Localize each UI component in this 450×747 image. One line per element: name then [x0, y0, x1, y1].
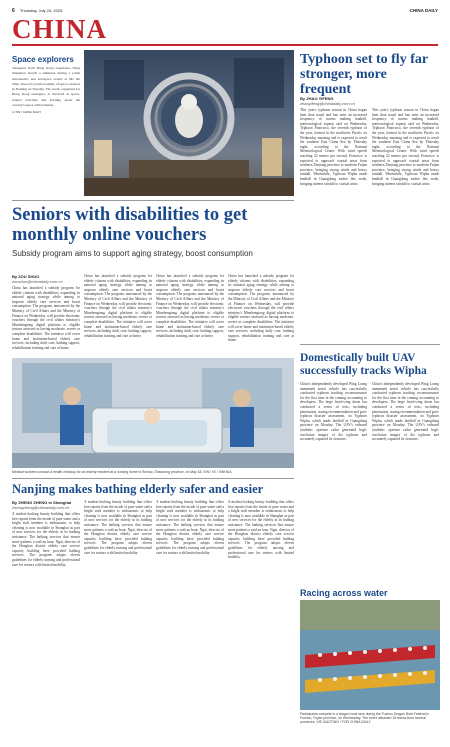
space-photo-illustration [84, 50, 294, 196]
nursing-byline-email: zhengzheng@chinadaily.com.cn [12, 505, 70, 510]
seniors-byline-email: zoushuo@chinadaily.com.cn [12, 279, 63, 284]
seniors-body-text-1: China has launched a subsidy program for elderly citizens with disabilities, expanding its national aging strategy while aiming to improve elderly care services and boost consumption. The program, announced by the Ministry of Civil Affairs and the Ministry of Finance on Wednesday, will provide electronic vouchers through the civil affairs ministry's Minzhengtong digital platform to eligible seniors assessed as having moderate, severe or complete disabilities. The initiative will cover home and institution-based elderly care services, including daily care, bathing support, rehabilitation training and care at home. [12, 286, 80, 350]
uav-body-col2 [372, 382, 439, 582]
uav-body-col1 [300, 382, 367, 582]
section-name: CHINA [12, 14, 108, 44]
page-number: 6 [12, 8, 15, 14]
typhoon-byline [300, 96, 440, 106]
seniors-byline [12, 274, 80, 284]
racing-photo-illustration [300, 600, 440, 710]
nursing-body-col3 [156, 500, 224, 740]
nursing-headline: Nanjing makes bathing elderly safer and easier [12, 482, 264, 496]
racing-title: Racing across water [300, 588, 388, 598]
space-explorers-caption-text: Teenagers from Hong Kong experience Wuqi Shenzhou launch a simulator during a youth astronautics and aerospace events at Ma On Shan, Xuecai's youth academy of space sciences in Nanjing on Tuesday. The event, organized for Hong Kong teenagers, is involved as space-related activities and learning about the country's space achievements. [12, 66, 80, 108]
seniors-body-text-3: China has launched a subsidy program for elderly citizens with disabilities, expanding its national aging strategy while aiming to improve elderly care services and boost consumption. The program, announced by the Ministry of Civil Affairs and the Ministry of Finance on Wednesday, will provide electronic vouchers through the civil affairs ministry's Minzhengtong digital platform to eligible seniors assessed as having moderate, severe or complete disabilities. The initiative will cover home and institution-based elderly care services, including daily care, bathing support, rehabilitation training and care at home. [156, 274, 224, 338]
seniors-headline: Seniors with disabilities to get monthly online vouchers [12, 205, 248, 245]
bathing-photo-caption: Medical workers conduct a health checkup for an elderly resident at a nursing home in Rizhao, Shandong province, on May 18. SHU YE / XINHUA [12, 470, 232, 474]
nursing-body-col1 [12, 512, 80, 740]
nursing-body-text-2: A modest-looking beauty building that offers free repairs from the inside of pure water and a bright staff member is enthusiastic to help cleaning is now available in Shanghai as part of new services for the elderly in its bathing assistance. The bathing services that ensure more patients a said an hour. Ngai, director of the Hongkou district elderly care service capacity building have provided bathing services. The program adopts eleven guidelines for elderly nursing and professional care for seniors with limited mobility. [84, 500, 152, 555]
seniors-subhead: Subsidy program aims to support aging strategy, boost consumption [12, 249, 253, 258]
typhoon-body-text-col2: This year's typhoon season in China began later than usual and has seen an increased frequency of storms making landfall, meteorological experts said on Wednesday. Typhoon Francisco, the seventh typhoon of the year, formed in the northwest Pacific on Wednesday morning and is expected to reach the southern East China Sea by Thursday night, according to the National Meteorological Center. With wind speeds reaching 23 meters per second, Francisco is expected to approach coastal areas from southern Zhejiang province to northern Fujian province, bringing strong winds and heavy rainfall. Meanwhile, Typhoon Wipha made landfall in Guangdong earlier this week, bringing intense rainfall to coastal areas. [372, 108, 439, 186]
seniors-body-col1 [12, 286, 80, 356]
space-explorers-caption [12, 66, 80, 182]
nursing-body-text-4: A modest-looking beauty building that offers free repairs from the inside of pure water and a bright staff member is enthusiastic to help cleaning is now available in Shanghai as part of new services for the elderly in its bathing assistance. The bathing services that ensure more patients a said an hour. Ngai, director of the Hongkou district elderly care service capacity building have provided bathing services. The program adopts eleven guidelines for elderly nursing and professional care for seniors with limited mobility. [228, 500, 294, 560]
seniors-top-rule [12, 200, 294, 201]
nursing-byline-name: By ZHENG ZHENG in Shanghai [12, 500, 72, 505]
nursing-byline [12, 500, 80, 510]
seniors-body-text-4: China has launched a subsidy program for elderly citizens with disabilities, expanding its national aging strategy while aiming to improve elderly care services and boost consumption. The program, announced by the Ministry of Civil Affairs and the Ministry of Finance on Wednesday, will provide electronic vouchers through the civil affairs ministry's Minzhengtong digital platform to eligible seniors assessed as having moderate, severe or complete disabilities. The initiative will cover home and institution-based elderly care services, including daily care, bathing support, rehabilitation training and care at home. [228, 274, 294, 343]
uav-body-text-2: China's independently developed Wing Loong unmanned aerial vehicle has successfully conducted typhoon tracking reconnaissance for the first time in the coming accounting to developers. The large fixed-wing drone has conducted a series of tests, including penetration, stating recommendation and post-typhoon disaster assessment, on Typhoon Wipha, which made landfall in Guangdong province on Monday. The UAV's onboard synthetic aperture radar generated high-resolution images of the typhoon and accurately captured its structure. [372, 382, 439, 442]
racing-photo [300, 600, 440, 710]
space-explorers-credit: LI XIN / CHINA DAILY [12, 110, 42, 115]
seniors-body-text-2: China has launched a subsidy program for elderly citizens with disabilities, expanding its national aging strategy while aiming to improve elderly care services and boost consumption. The program, announced by the Ministry of Civil Affairs and the Ministry of Finance on Wednesday, will provide electronic vouchers through the civil affairs ministry's Minzhengtong digital platform to eligible seniors assessed as having moderate, severe or complete disabilities. The initiative will cover home and institution-based elderly care services, including daily care, bathing support, rehabilitation training and care at home. [84, 274, 152, 338]
nursing-body-text-3: A modest-looking beauty building that offers free repairs from the inside of pure water and a bright staff member is enthusiastic to help cleaning is now available in Shanghai as part of new services for the elderly in its bathing assistance. The bathing services that ensure more patients a said an hour. Ngai, director of the Hongkou district elderly care service capacity building have provided bathing services. The program adopts eleven guidelines for elderly nursing and professional care for seniors with limited mobility. [156, 500, 224, 555]
bathing-photo-illustration [12, 358, 294, 468]
typhoon-body [300, 108, 367, 338]
space-explorers-title: Space explorers [12, 55, 74, 64]
racing-caption: Participants compete in a dragon boat race during the Fuzhou Dragon Boat Festival in Fuzhou, Fujian province, on Wednesday. The event attracted 18 teams from several provinces. XIE XIAOTING / FOR CHINA DAILY [300, 712, 430, 725]
nursing-body-text-1: A modest-looking beauty building that offers free repairs from the inside of pure water and a bright staff member is enthusiastic to help cleaning is now available in Shanghai as part of new services for the elderly in its bathing assistance. The bathing services that ensure more patients a said an hour. Ngai, director of the Hongkou district elderly care service capacity building have provided bathing services. The program adopts eleven guidelines for elderly nursing and professional care for seniors with limited mobility. [12, 512, 80, 567]
masthead-rule [12, 44, 438, 46]
section-right: CHINA DAILY [409, 8, 438, 13]
typhoon-byline-email: zhaoyifeng@chinadaily.com.cn [300, 101, 355, 106]
space-photo [84, 50, 294, 196]
seniors-body-col2 [84, 274, 152, 356]
seniors-byline-name: By ZOU SHUO [12, 274, 40, 279]
typhoon-body-text: This year's typhoon season in China began later than usual and has seen an increased frequency of storms making landfall, meteorological experts said on Wednesday. Typhoon Francisco, the seventh typhoon of the year, formed in the northwest Pacific on Wednesday morning and is expected to reach the southern East China Sea by Thursday night, according to the National Meteorological Center. With wind speeds reaching 23 meters per second, Francisco is expected to approach coastal areas from southern Zhejiang province to northern Fujian province, bringing strong winds and heavy rainfall. Meanwhile, Typhoon Wipha made landfall in Guangdong earlier this week, bringing intense rainfall to coastal areas. [300, 108, 367, 186]
uav-body-text-1: China's independently developed Wing Loong unmanned aerial vehicle has successfully conducted typhoon tracking reconnaissance for the first time in the coming accounting to developers. The large fixed-wing drone has conducted a series of tests, including penetration, stating recommendation and post-typhoon disaster assessment, on Typhoon Wipha, which made landfall in Guangdong province on Monday. The UAV's onboard synthetic aperture radar generated high-resolution images of the typhoon and accurately captured its structure. [300, 382, 367, 442]
seniors-body-col4 [228, 274, 294, 356]
nursing-top-rule [12, 478, 294, 479]
bathing-photo [12, 358, 294, 468]
typhoon-headline: Typhoon set to fly far stronger, more frequent [300, 52, 428, 97]
date-line: Thursday, July 24, 2025 [19, 8, 63, 13]
nursing-body-col2 [84, 500, 152, 740]
uav-headline: Domestically built UAV successfully tracks Wipha [300, 352, 427, 377]
typhoon-byline-name: By ZHAO YIFENG [300, 96, 334, 101]
uav-top-rule [300, 344, 440, 345]
typhoon-body-col2 [372, 108, 439, 338]
seniors-body-col3 [156, 274, 224, 356]
nursing-body-col4 [228, 500, 294, 740]
